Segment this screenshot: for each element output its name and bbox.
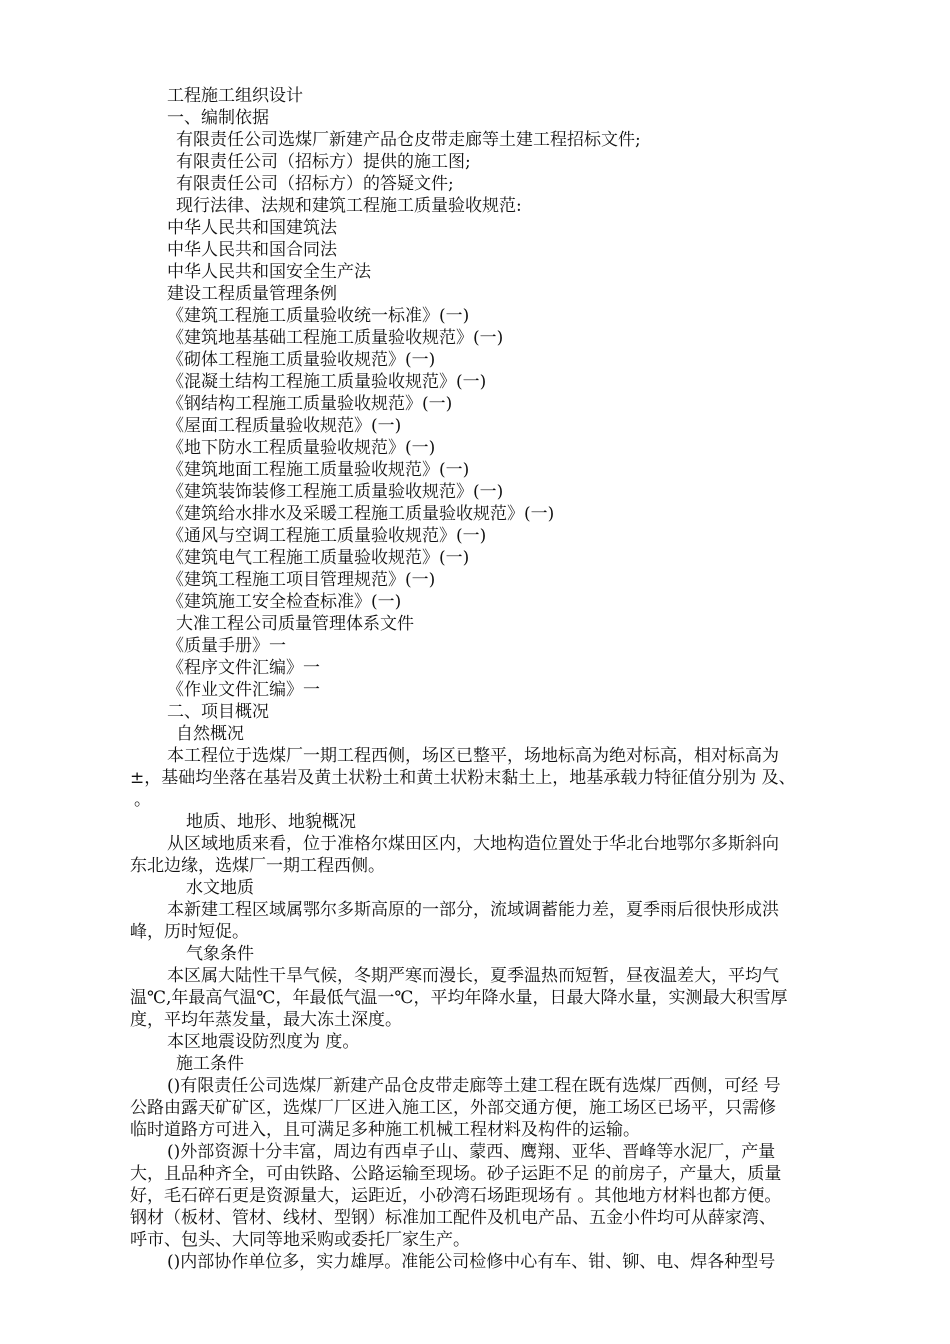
paragraph-line: 本工程位于选煤厂一期工程西侧，场区已整平，场地标高为绝对标高，相对标高为 [167, 746, 779, 766]
paragraph-line: ()外部资源十分丰富，周边有西卓子山、蒙西、鹰翔、亚华、晋峰等水泥厂，产量 [167, 1142, 776, 1162]
standard-item: 《建筑装饰装修工程施工质量验收规范》(一) [167, 482, 504, 502]
paragraph-line: ()有限责任公司选煤厂新建产品仓皮带走廊等土建工程在既有选煤厂西侧，可经 号 [167, 1076, 781, 1096]
paragraph-line: 从区域地质来看，位于准格尔煤田区内，大地构造位置处于华北台地鄂尔多斯斜向 [167, 834, 779, 854]
subsection-heading: 地质、地形、地貌概况 [186, 812, 356, 832]
paragraph-line: 呼市、包头、大同等地采购或委托厂家生产。 [130, 1230, 470, 1250]
standard-item: 《通风与空调工程施工质量验收规范》(一) [167, 526, 487, 546]
text-line: 中华人民共和国建筑法 [167, 218, 337, 238]
text-line: 有限责任公司选煤厂新建产品仓皮带走廊等土建工程招标文件; [176, 130, 641, 150]
text-line: 大准工程公司质量管理体系文件 [176, 614, 414, 634]
text-line: 建设工程质量管理条例 [167, 284, 337, 304]
text-line: 现行法律、法规和建筑工程施工质量验收规范: [176, 196, 522, 216]
paragraph-line: 大，且品种齐全，可由铁路、公路运输至现场。砂子运距不足 的前房子，产量大，质量 [130, 1164, 782, 1184]
text-line: 《质量手册》一 [167, 636, 286, 656]
standard-item: 《建筑地基基础工程施工质量验收规范》(一) [167, 328, 504, 348]
text-line: 有限责任公司（招标方）提供的施工图; [176, 152, 471, 172]
text-line: 《作业文件汇编》一 [167, 680, 320, 700]
standard-item: 《建筑施工安全检查标准》(一) [167, 592, 402, 612]
section-heading: 一、编制依据 [167, 108, 269, 128]
paragraph-line: 好，毛石碎石更是资源量大，运距近，小砂湾石场距现场有 。其他地方材料也都方便。 [130, 1186, 782, 1206]
subsection-heading: 自然概况 [176, 724, 244, 744]
paragraph-line: 本新建工程区域属鄂尔多斯高原的一部分，流域调蓄能力差，夏季雨后很快形成洪 [167, 900, 779, 920]
paragraph-line: 本区地震设防烈度为 度。 [167, 1032, 360, 1052]
paragraph-line: 温℃,年最高气温℃，年最低气温一℃，平均年降水量，日最大降水量，实测最大积雪厚 [130, 988, 788, 1008]
paragraph-line: 东北边缘，选煤厂一期工程西侧。 [130, 856, 385, 876]
paragraph-line: 公路由露天矿矿区，选煤厂厂区进入施工区，外部交通方便，施工场区已场平，只需修 [130, 1098, 776, 1118]
paragraph-line: 。 [134, 790, 151, 810]
text-line: 《程序文件汇编》一 [167, 658, 320, 678]
standard-item: 《建筑电气工程施工质量验收规范》(一) [167, 548, 470, 568]
standard-item: 《地下防水工程质量验收规范》(一) [167, 438, 436, 458]
subsection-heading: 水文地质 [186, 878, 254, 898]
standard-item: 《砌体工程施工质量验收规范》(一) [167, 350, 436, 370]
text-line: 中华人民共和国安全生产法 [167, 262, 371, 282]
text-line: 中华人民共和国合同法 [167, 240, 337, 260]
subsection-heading: 施工条件 [176, 1054, 244, 1074]
standard-item: 《混凝土结构工程施工质量验收规范》(一) [167, 372, 487, 392]
paragraph-line: 钢材（板材、管材、线材、型钢）标准加工配件及机电产品、五金小件均可从薛家湾、 [130, 1208, 776, 1228]
section-heading: 二、项目概况 [167, 702, 269, 722]
document-title: 工程施工组织设计 [167, 86, 303, 106]
standard-item: 《钢结构工程施工质量验收规范》(一) [167, 394, 453, 414]
paragraph-line: 度，平均年蒸发量，最大冻土深度。 [130, 1010, 402, 1030]
standard-item: 《建筑工程施工质量验收统一标准》(一) [167, 306, 470, 326]
paragraph-line: 临时道路方可进入，且可满足多种施工机械工程材料及构件的运输。 [130, 1120, 640, 1140]
text-line: 有限责任公司（招标方）的答疑文件; [176, 174, 454, 194]
subsection-heading: 气象条件 [186, 944, 254, 964]
standard-item: 《建筑给水排水及采暖工程施工质量验收规范》(一) [167, 504, 555, 524]
paragraph-line: ±，基础均坐落在基岩及黄土状粉土和黄土状粉末黏土上，地基承载力特征值分别为 及、 [130, 768, 796, 788]
standard-item: 《建筑地面工程施工质量验收规范》(一) [167, 460, 470, 480]
paragraph-line: ()内部协作单位多，实力雄厚。准能公司检修中心有车、钳、铆、电、焊各种型号 [167, 1252, 776, 1272]
standard-item: 《屋面工程质量验收规范》(一) [167, 416, 402, 436]
paragraph-line: 本区属大陆性干旱气候，冬期严寒而漫长，夏季温热而短暂，昼夜温差大，平均气 [167, 966, 779, 986]
paragraph-line: 峰，历时短促。 [130, 922, 249, 942]
standard-item: 《建筑工程施工项目管理规范》(一) [167, 570, 436, 590]
